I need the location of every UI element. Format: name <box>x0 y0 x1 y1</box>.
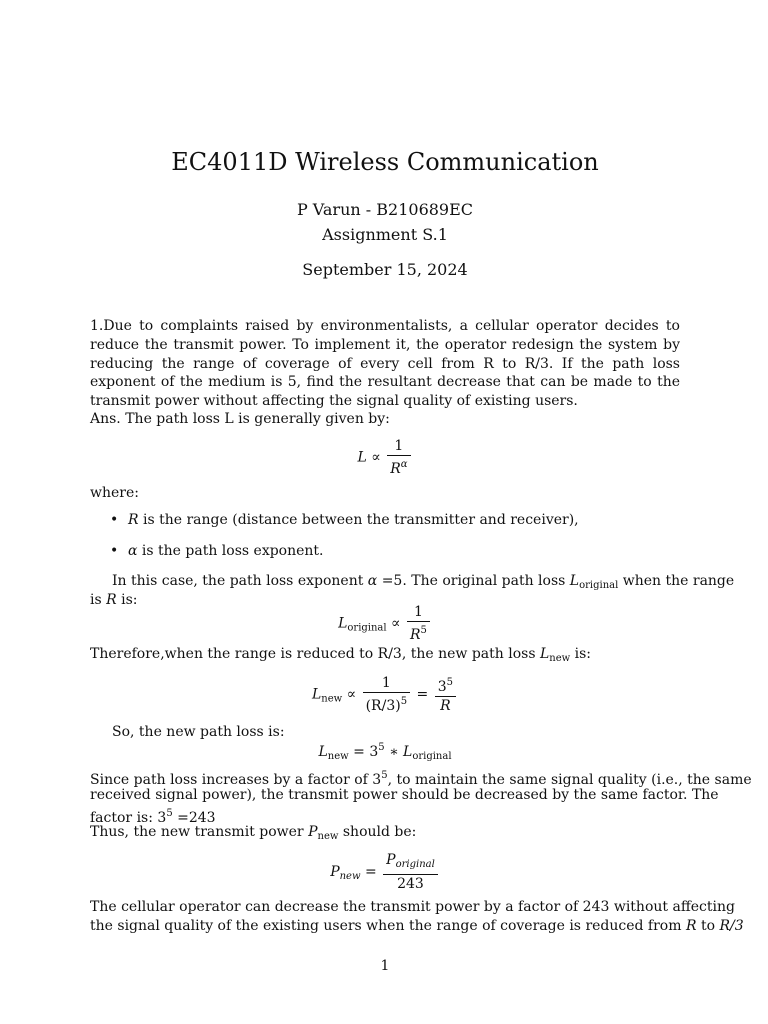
conclusion-line-1: The cellular operator can decrease the transmit power by a factor of 243 without affecting <box>90 899 735 915</box>
page-number: 1 <box>380 958 390 974</box>
fraction: $\frac{1}{R^\alpha}$ <box>387 437 410 478</box>
case-line-1: In this case, the path loss exponent α =5. The original path loss $L_{original}$ when the range <box>112 573 735 591</box>
factor-line: factor is: $3^5 =243$ <box>90 808 216 826</box>
equation-new-loss-factor: $L_{new} = 3^5$ ∗ $L_{original}$ <box>318 742 452 762</box>
fraction: $\frac{P_{original}}{243}$ <box>383 851 438 893</box>
reduced-line: Therefore,when the range is reduced to R/3, the new path loss $L_{new}$ is: <box>90 646 592 664</box>
date-line: September 15, 2024 <box>302 260 468 279</box>
question-paragraph: 1.Due to complaints raised by environmentalists, a cellular operator decides to reduce the transmit power. To implement it, the operator redesign the system by reducing the range of coverage of every cell from R to R/3. If the path loss exponent of the medium is 5, find the resultant decrease that can be made to the transmit power without affecting the signal quality of existing users. <box>90 318 680 410</box>
since-line-1: Since path loss increases by a factor of $3^5$, to maintain the same signal quality (i.e., the same <box>90 770 752 788</box>
fraction: $\frac{1}{R^5}$ <box>407 603 430 644</box>
where-label: where: <box>90 485 139 501</box>
equation-new-loss: $L_{new}$ ∝ $\frac{1}{(R/3)^5}$ = $\frac{3^5}{R}$ <box>90 674 680 715</box>
conclusion-line-2: the signal quality of the existing users when the range of coverage is reduced from R to R/3 <box>90 918 744 934</box>
since-line-2: received signal power), the transmit power should be decreased by the same factor. The <box>90 787 719 803</box>
list-item: • α is the path loss exponent. <box>110 543 324 559</box>
fraction: $\frac{3^5}{R}$ <box>435 674 456 715</box>
bullet-icon: • <box>110 543 119 559</box>
equation-original-loss: $L_{original}$ ∝ $\frac{1}{R^5}$ <box>90 603 680 644</box>
assignment-line: Assignment S.1 <box>322 225 448 244</box>
equation-path-loss: L ∝ $\frac{1}{R^\alpha}$ <box>90 437 680 478</box>
case-line-2: is R is: <box>90 592 138 608</box>
author-line: P Varun - B210689EC <box>296 200 474 219</box>
bullet-icon: • <box>110 512 119 528</box>
list-item: • R is the range (distance between the transmitter and receiver), <box>110 512 579 528</box>
answer-intro: Ans. The path loss L is generally given by: <box>90 411 390 427</box>
fraction: $\frac{1}{(R/3)^5}$ <box>363 674 410 715</box>
thus-line: Thus, the new transmit power $P_{new}$ should be: <box>90 824 417 842</box>
so-line: So, the new path loss is: <box>112 724 285 740</box>
equation-new-power: $P_{new}$ = $\frac{P_{original}}{243}$ <box>90 851 680 893</box>
document-title: EC4011D Wireless Communication <box>171 148 599 176</box>
